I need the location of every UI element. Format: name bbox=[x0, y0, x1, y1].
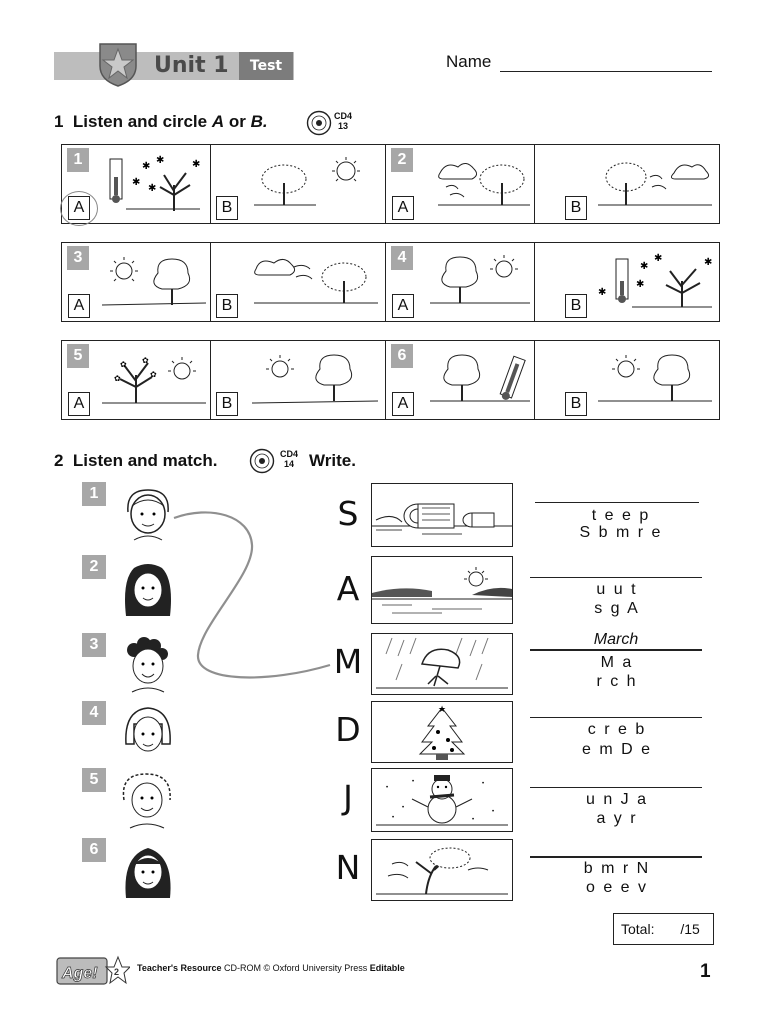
windy-cloud-autumn-tree-picture bbox=[250, 253, 380, 309]
kid-number: 6 bbox=[82, 838, 106, 862]
answer-line[interactable] bbox=[530, 787, 702, 788]
section1-number: 1 bbox=[54, 112, 64, 131]
question-card-2 bbox=[385, 144, 720, 224]
question-card-1 bbox=[61, 144, 396, 224]
svg-text:Age!: Age! bbox=[62, 965, 98, 982]
scrambled-word-line2: e m D e bbox=[581, 741, 652, 758]
windy-cloud-tree-picture bbox=[596, 153, 714, 213]
girl-bob-face-icon bbox=[120, 704, 176, 762]
section2-number: 2 bbox=[54, 451, 64, 470]
month-initial: N bbox=[335, 848, 361, 887]
footer-publisher: © Oxford University Press bbox=[263, 963, 368, 973]
kid-number: 3 bbox=[82, 633, 106, 657]
tree-hot-thermometer-picture bbox=[430, 349, 530, 407]
question-card-6 bbox=[385, 340, 720, 420]
snowman-picture bbox=[372, 769, 512, 831]
svg-text:✱: ✱ bbox=[192, 159, 201, 170]
sunny-field-picture bbox=[372, 557, 512, 623]
scrambled-word-line1: u n J a bbox=[585, 791, 649, 808]
scrambled-word-line1: c r e b bbox=[587, 721, 647, 738]
name-field[interactable] bbox=[500, 71, 712, 72]
answer-line[interactable] bbox=[530, 717, 702, 718]
question-number: 3 bbox=[67, 246, 89, 270]
christmas-tree-picture bbox=[372, 702, 512, 762]
kid-number: 5 bbox=[82, 768, 106, 792]
choice-b[interactable]: B bbox=[216, 294, 238, 318]
question-card-5 bbox=[61, 340, 396, 420]
svg-text:•: • bbox=[386, 785, 389, 791]
month-picture-box[interactable] bbox=[371, 768, 513, 832]
question-card-4 bbox=[385, 242, 720, 322]
kid-number: 2 bbox=[82, 555, 106, 579]
month-picture-box[interactable] bbox=[371, 839, 513, 901]
section1-or: or bbox=[228, 112, 246, 131]
answer-circle bbox=[60, 191, 98, 226]
name-label: Name bbox=[446, 52, 492, 71]
choice-b[interactable]: B bbox=[216, 196, 238, 220]
choice-a[interactable]: A bbox=[392, 196, 414, 220]
age-logo-icon bbox=[56, 955, 130, 989]
svg-text:✱: ✱ bbox=[654, 253, 663, 264]
choice-a[interactable]: A bbox=[392, 392, 414, 416]
month-picture-box[interactable] bbox=[371, 701, 513, 763]
total-label: Total: bbox=[621, 921, 655, 937]
kid-number: 4 bbox=[82, 701, 106, 725]
section1-option-a: A bbox=[211, 112, 225, 131]
svg-text:✱: ✱ bbox=[704, 257, 713, 268]
summer-tree-sun-picture bbox=[430, 251, 530, 309]
section1-instruction: Listen and circle bbox=[72, 112, 208, 131]
cd-track-label bbox=[280, 449, 298, 469]
svg-text:•: • bbox=[392, 815, 395, 821]
total-value: /15 bbox=[680, 921, 700, 937]
girl-long-hair-face-icon bbox=[120, 842, 176, 902]
total-score-box bbox=[613, 913, 714, 945]
cd-label: CD4 bbox=[334, 111, 353, 121]
scrambled-word-line1: u u t bbox=[596, 581, 638, 598]
cd-track: 14 bbox=[284, 459, 295, 469]
footer-editable: Editable bbox=[369, 963, 405, 973]
page-number: 1 bbox=[700, 961, 711, 982]
scrambled-word-line1: t e e p bbox=[591, 507, 651, 524]
svg-text:✿: ✿ bbox=[142, 356, 149, 365]
footer-brand: Teacher's Resource bbox=[137, 963, 222, 973]
choice-a[interactable]: A bbox=[68, 196, 90, 220]
winter-tree-thermometer-picture bbox=[102, 151, 202, 213]
svg-text:✱: ✱ bbox=[598, 287, 607, 298]
question-card-3 bbox=[61, 242, 396, 322]
winter-thermometer-tree-picture bbox=[596, 251, 714, 311]
svg-text:2: 2 bbox=[114, 967, 120, 977]
windy-autumn-tree-picture bbox=[436, 153, 532, 213]
choice-a[interactable]: A bbox=[392, 294, 414, 318]
month-picture-box[interactable] bbox=[371, 633, 513, 695]
question-number: 1 bbox=[67, 148, 89, 172]
svg-text:•: • bbox=[472, 817, 475, 823]
footer-cdrom: CD-ROM bbox=[224, 963, 262, 973]
svg-text:✱: ✱ bbox=[142, 161, 151, 172]
choice-b[interactable]: B bbox=[565, 196, 587, 220]
svg-text:✿: ✿ bbox=[150, 370, 157, 379]
summer-tree-sun-picture bbox=[102, 249, 206, 309]
svg-text:✿: ✿ bbox=[120, 360, 127, 369]
scrambled-word-line2: r c h bbox=[596, 673, 638, 690]
cd-label: CD4 bbox=[280, 449, 299, 459]
month-initial: M bbox=[333, 642, 363, 681]
windy-tree-picture bbox=[372, 840, 512, 900]
summer-sun-tree-picture bbox=[596, 349, 714, 407]
kid-number: 1 bbox=[82, 482, 106, 506]
test-badge: Test bbox=[239, 52, 293, 80]
choice-b[interactable]: B bbox=[565, 392, 587, 416]
month-initial: D bbox=[335, 710, 361, 749]
scrambled-word-line2: o e e v bbox=[585, 879, 649, 896]
answer-line[interactable] bbox=[530, 856, 702, 858]
question-number: 5 bbox=[67, 344, 89, 368]
rainy-umbrella-picture bbox=[372, 634, 512, 694]
choice-a[interactable]: A bbox=[68, 294, 90, 318]
scrambled-word-line2: s g A bbox=[594, 600, 640, 617]
answer-line[interactable] bbox=[535, 502, 699, 503]
month-initial: J bbox=[343, 778, 353, 817]
svg-text:✱: ✱ bbox=[132, 177, 141, 188]
girl-curly-face-icon bbox=[118, 770, 176, 830]
girl-face-icon bbox=[120, 560, 176, 620]
scrambled-word-line1: M a bbox=[600, 654, 634, 671]
question-number: 4 bbox=[391, 246, 413, 270]
cd-track: 13 bbox=[338, 121, 349, 131]
answer-line[interactable] bbox=[530, 649, 702, 651]
boy-curly-face-icon bbox=[120, 636, 176, 694]
summer-sun-tree-picture bbox=[250, 349, 380, 407]
cd-track-label bbox=[334, 111, 352, 131]
scrambled-word-line1: b m r N bbox=[583, 860, 651, 877]
month-picture-box[interactable] bbox=[371, 556, 513, 624]
unit-title: Unit 1 bbox=[154, 53, 229, 78]
month-picture-box[interactable] bbox=[371, 483, 513, 547]
autumn-tree-sun-picture bbox=[250, 155, 370, 211]
month-initial: A bbox=[336, 569, 360, 608]
star-shield-icon bbox=[94, 40, 142, 88]
section2-write: Write. bbox=[309, 451, 356, 470]
svg-text:✱: ✱ bbox=[156, 155, 165, 166]
svg-text:✱: ✱ bbox=[640, 261, 649, 272]
hay-bales-picture bbox=[372, 484, 512, 546]
footer-credit bbox=[137, 963, 405, 973]
match-line bbox=[160, 505, 340, 690]
question-number: 2 bbox=[391, 148, 413, 172]
svg-text:•: • bbox=[412, 779, 415, 785]
cd-icon bbox=[249, 448, 275, 474]
svg-text:✱: ✱ bbox=[636, 279, 645, 290]
section1-option-b: B. bbox=[250, 112, 268, 131]
choice-b[interactable]: B bbox=[216, 392, 238, 416]
choice-a[interactable]: A bbox=[68, 392, 90, 416]
svg-text:•: • bbox=[482, 781, 485, 787]
scrambled-word-line2: S b m r e bbox=[579, 524, 663, 541]
choice-b[interactable]: B bbox=[565, 294, 587, 318]
boy-face-icon bbox=[120, 486, 176, 542]
cd-icon bbox=[306, 110, 332, 136]
written-answer: March bbox=[593, 631, 639, 648]
section1-title bbox=[54, 112, 268, 132]
spring-tree-sun-picture bbox=[102, 351, 206, 407]
svg-text:✿: ✿ bbox=[114, 374, 121, 383]
question-number: 6 bbox=[391, 344, 413, 368]
svg-text:•: • bbox=[492, 809, 495, 815]
svg-text:★: ★ bbox=[438, 704, 447, 714]
answer-line[interactable] bbox=[530, 577, 702, 578]
svg-text:•: • bbox=[402, 805, 405, 811]
section2-instruction: Listen and match. bbox=[72, 451, 218, 470]
scrambled-word-line2: a y r bbox=[596, 810, 638, 827]
month-initial: S bbox=[337, 494, 359, 533]
section2-title bbox=[54, 451, 217, 471]
svg-text:✱: ✱ bbox=[148, 183, 157, 194]
